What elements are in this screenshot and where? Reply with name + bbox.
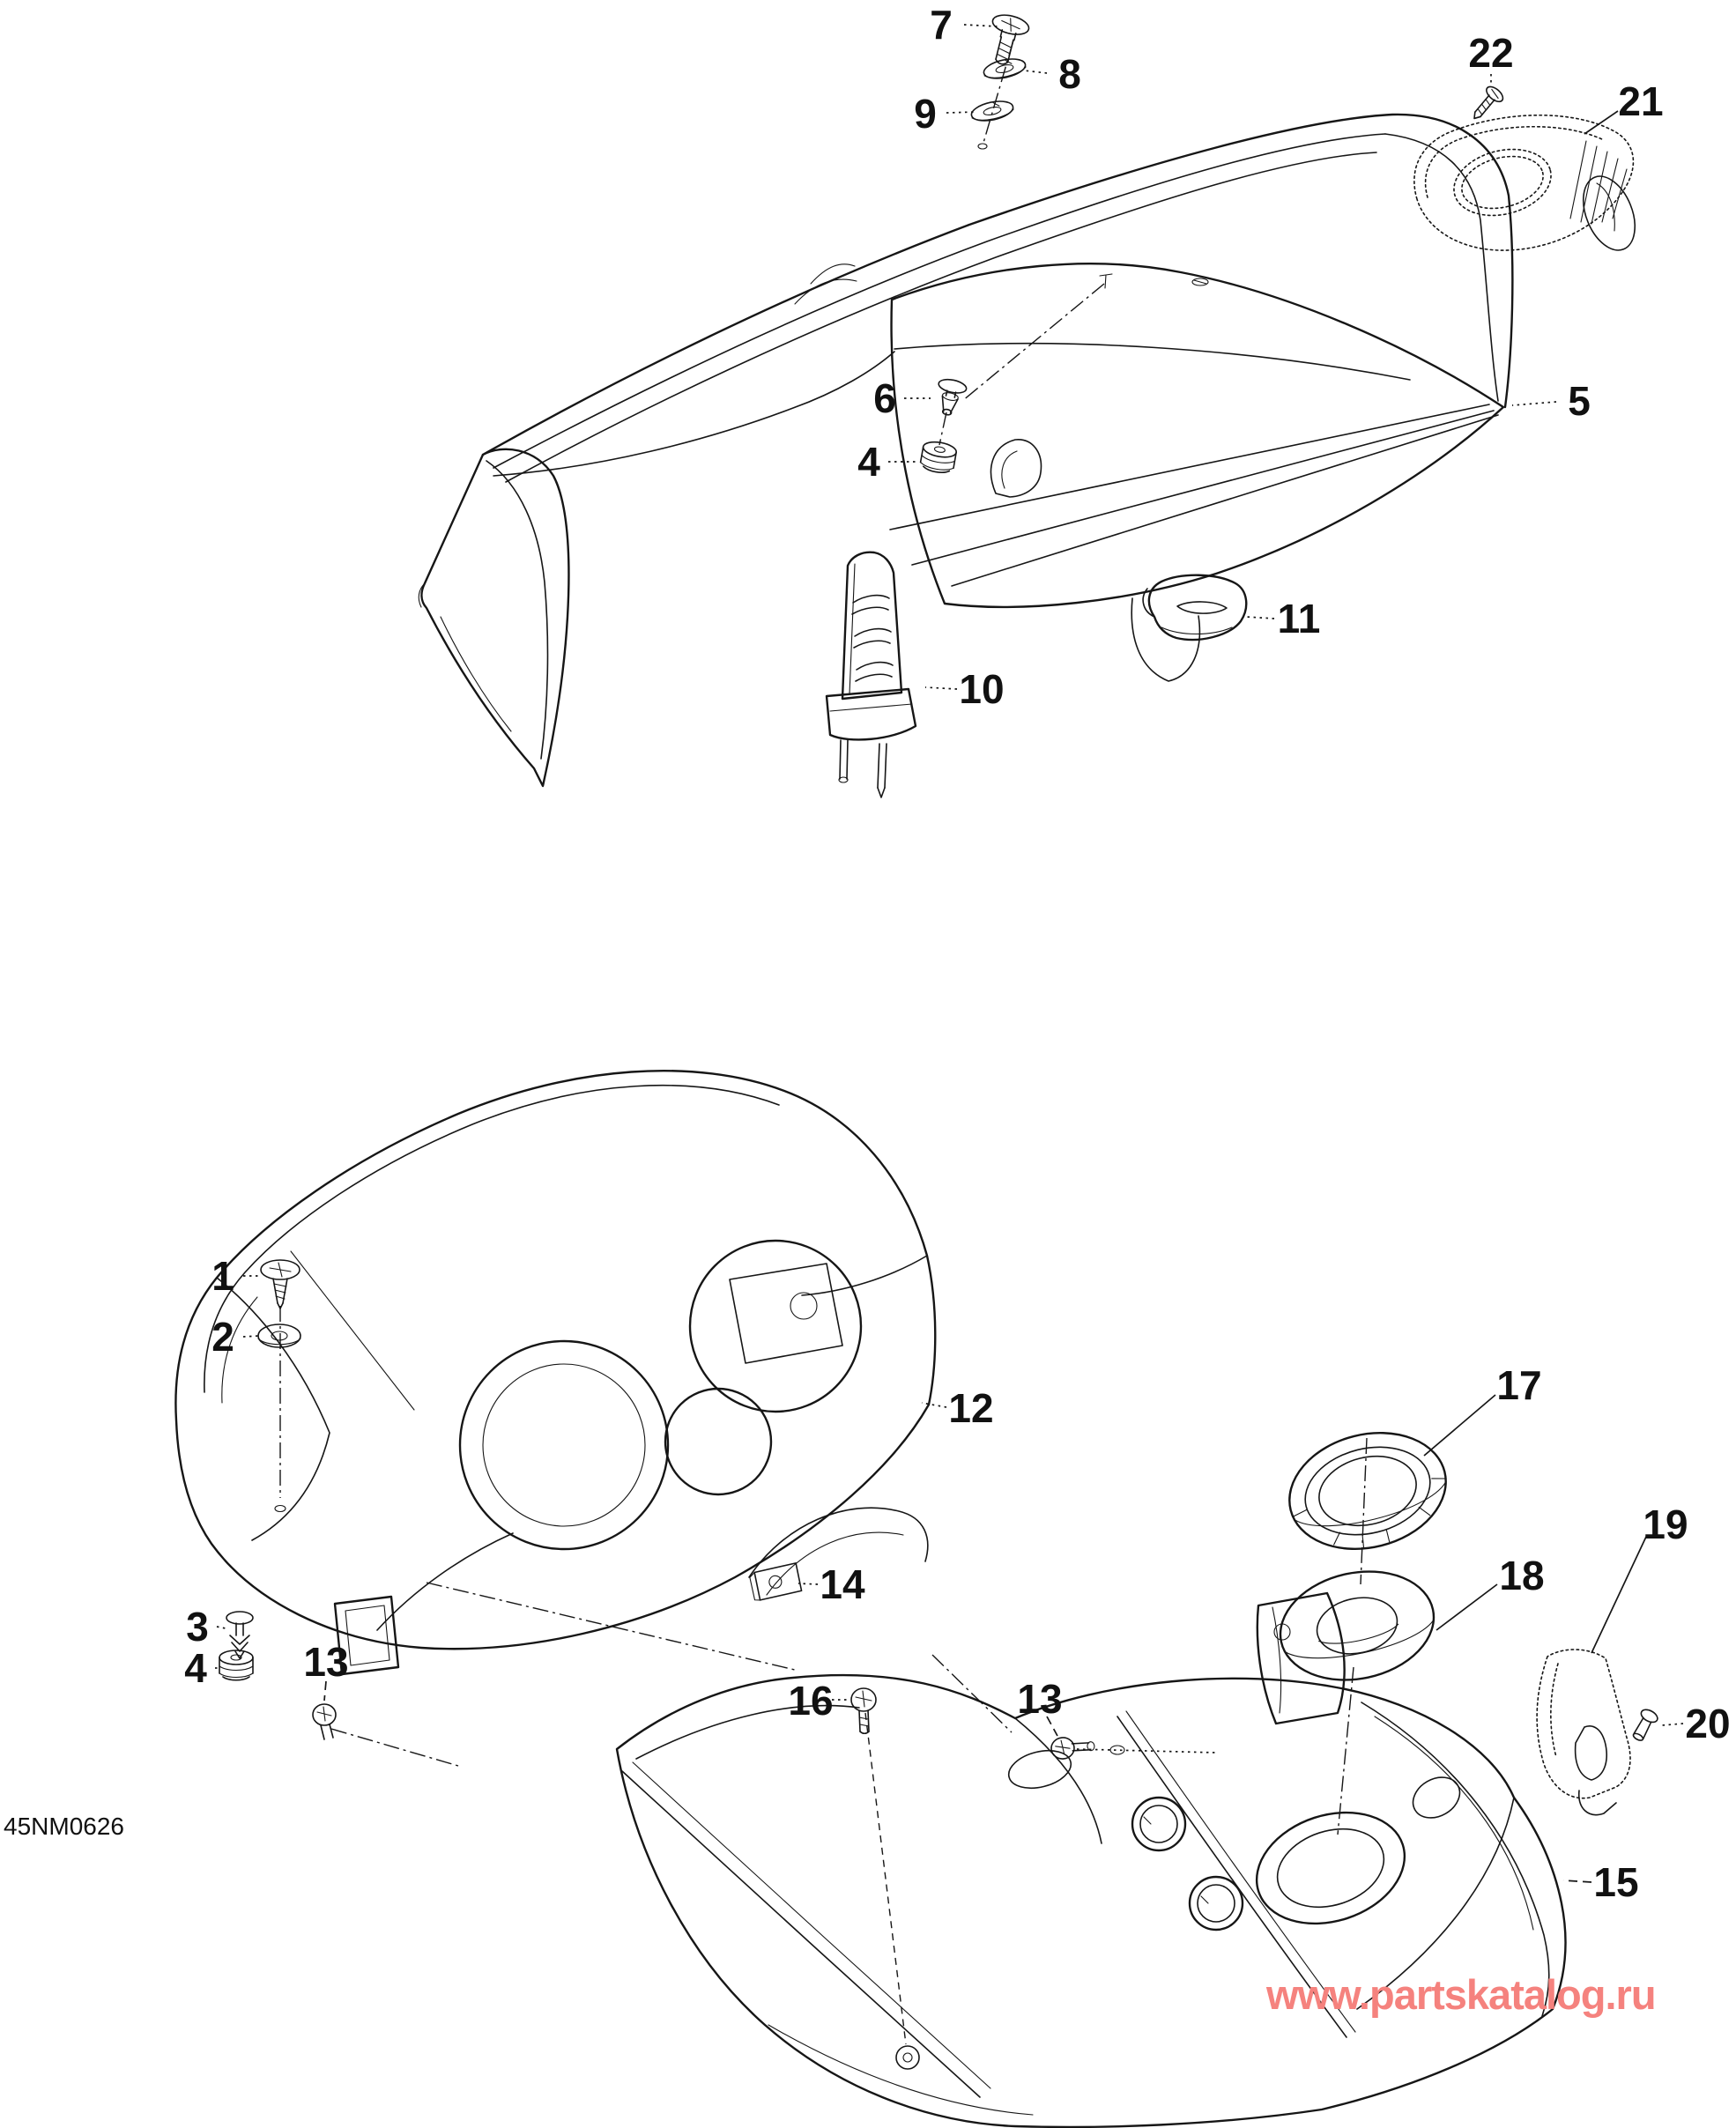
part-hood (890, 263, 1503, 681)
cover-ring-a (1132, 1798, 1185, 1850)
axis-18-cover (1338, 1667, 1354, 1835)
part-washer-9 (969, 98, 1014, 124)
axis-screw-13b (1077, 1749, 1216, 1753)
part-latch-10 (827, 552, 916, 797)
part-rivet-20 (1629, 1707, 1660, 1743)
callout-label-2: 2 (211, 1314, 234, 1360)
callout-label-15: 15 (1593, 1859, 1639, 1905)
callout-label-12: 12 (948, 1385, 994, 1431)
axis-grommet-4 (939, 412, 946, 445)
part-wedge-19 (1537, 1650, 1630, 1815)
callout-label-4: 4 (857, 439, 880, 485)
part-clip-14 (749, 1563, 802, 1601)
part-screw-16 (851, 1688, 876, 1733)
part-gasket-18 (1270, 1558, 1443, 1694)
cover-ring-b (1190, 1877, 1243, 1930)
axis-screw-16 (865, 1713, 906, 2044)
callout-leader-19 (1591, 1537, 1646, 1653)
part-mirror-shroud-21 (1414, 115, 1645, 258)
callout-label-14: 14 (820, 1561, 865, 1607)
axis-rivet-6 (962, 284, 1104, 401)
callout-label-6: 6 (873, 375, 896, 421)
callout-leader-8 (1024, 70, 1047, 73)
part-screw-1 (261, 1260, 300, 1309)
callout-label-19: 19 (1643, 1501, 1688, 1547)
part-grommet-4-upper (919, 440, 957, 475)
callout-label-20: 20 (1685, 1701, 1731, 1746)
callout-leader-17 (1424, 1395, 1495, 1456)
watermark: www.partskatalog.ru (1266, 1971, 1656, 2018)
callout-layer (184, 2, 1730, 1905)
callout-label-16: 16 (788, 1678, 834, 1724)
callout-leader-20 (1662, 1724, 1683, 1725)
drawing-number: 45NM0626 (4, 1813, 124, 1840)
callout-leader-10 (925, 687, 957, 689)
callout-leader-18 (1436, 1584, 1497, 1630)
part-cover-15 (617, 1593, 1566, 2127)
callout-leader-11 (1246, 617, 1274, 619)
callout-label-10: 10 (959, 666, 1005, 712)
callout-label-18: 18 (1499, 1553, 1545, 1598)
callout-label-1: 1 (211, 1253, 234, 1299)
part-rivet-6 (932, 377, 968, 418)
callout-leader-9 (946, 112, 976, 113)
part-hook-11 (1143, 575, 1246, 640)
callout-label-11: 11 (1277, 596, 1321, 641)
axis-to-screw-13b (932, 1655, 1012, 1732)
callout-label-3: 3 (186, 1604, 209, 1650)
callout-label-5: 5 (1568, 378, 1591, 424)
part-grommet-4-lower (219, 1650, 253, 1680)
callout-leader-7 (964, 25, 998, 26)
callout-label-4: 4 (184, 1645, 207, 1691)
part-screw-13a (313, 1704, 336, 1739)
callout-leader-5 (1512, 402, 1556, 405)
callout-leader-3 (217, 1627, 226, 1628)
washer-13b (1110, 1746, 1124, 1754)
part-screw-13b (1050, 1734, 1095, 1760)
axis-screw-13a (331, 1729, 458, 1766)
callout-leader-2 (243, 1336, 259, 1337)
callout-label-21: 21 (1618, 78, 1664, 124)
callout-label-13: 13 (1017, 1676, 1063, 1722)
callout-leader-15 (1563, 1880, 1591, 1882)
callout-label-9: 9 (914, 91, 937, 137)
callout-leader-12 (922, 1403, 946, 1407)
part-ring-nut-17 (1277, 1417, 1458, 1565)
callout-label-13: 13 (303, 1639, 349, 1685)
callout-label-17: 17 (1496, 1362, 1542, 1408)
callout-label-22: 22 (1468, 30, 1514, 76)
axis-17-18 (1361, 1438, 1367, 1584)
callout-label-7: 7 (930, 2, 953, 48)
callout-leader-14 (798, 1583, 818, 1584)
callout-label-8: 8 (1058, 51, 1081, 97)
